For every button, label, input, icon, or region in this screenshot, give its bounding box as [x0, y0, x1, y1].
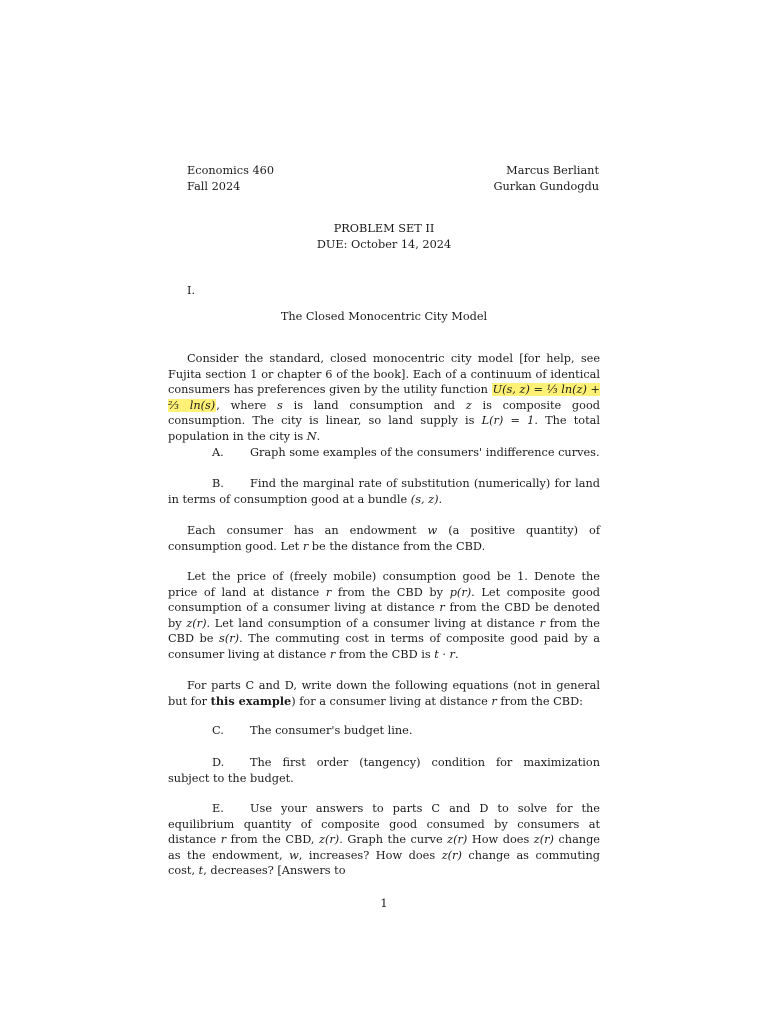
part-c: C. The consumer's budget line.	[212, 724, 413, 737]
paragraph-intro: Consider the standard, closed monocentric city model [for help, see Fujita section 1 or chapter 6 of the book]. Each of a continuum of identical consumers has preferences given by the utility function U(s, z) = ⅓ ln(z) + ⅔ ln(s), where s is land consumption and z is composite good consumption. The city is linear, so land supply is L(r) = 1. The total population in the city is N.	[168, 352, 601, 443]
paragraph-endowment: Each consumer has an endowment w (a positive quantity) of consumption good. Let r be the distance from the CBD.	[168, 524, 600, 553]
paragraph-parts-c-d: For parts C and D, write down the following equations (not in general but for this example) for a consumer living at distance r from the CBD:	[168, 679, 600, 708]
part-b-label: B.	[212, 477, 224, 490]
part-b: B. Find the marginal rate of substitution (numerically) for land in terms of consumption good at a bundle (s, z).	[168, 477, 600, 506]
part-e-label: E.	[212, 802, 224, 815]
term: Fall 2024	[187, 179, 241, 193]
part-a-label: A.	[212, 446, 224, 459]
section-number: I.	[187, 284, 196, 297]
paragraph-prices: Let the price of (freely mobile) consumption good be 1. Denote the price of land at distance r from the CBD by p(r). Let composite good consumption of a consumer living at distance r from the CBD be denoted by z(r). Let land consumption of a consumer living at distance r from the CBD be s(r). The commuting cost in terms of composite good paid by a consumer living at distance r from the CBD is t · r.	[168, 570, 600, 661]
course-name: Economics 460	[187, 164, 275, 177]
title-block	[0, 221, 768, 252]
utility-function: U(s, z) = ⅓ ln(z) + ⅔ ln(s)	[168, 383, 600, 412]
part-d-label: D.	[212, 756, 225, 769]
section-title: The Closed Monocentric City Model	[280, 310, 488, 323]
part-a: A. Graph some examples of the consumers' indifference curves.	[212, 446, 600, 459]
author-1: Marcus Berliant	[506, 164, 599, 177]
part-e: E. Use your answers to parts C and D to solve for the equilibrium quantity of composite good consumed by consumers at distance r from the CBD, z(r). Graph the curve z(r) How does z(r) change as the endowment, w, increases? How does z(r) change as commuting cost, t, decreases? [Answers to	[168, 802, 600, 878]
part-d: D. The first order (tangency) condition for maximization subject to the budget.	[168, 756, 600, 785]
header-left	[187, 163, 274, 194]
page-number: 1	[380, 897, 388, 910]
due-date: DUE: October 14, 2024	[316, 237, 452, 251]
author-2: Gurkan Gundogdu	[493, 179, 599, 193]
part-c-label: C.	[212, 724, 224, 737]
header-right	[494, 163, 600, 194]
problem-set-title: PROBLEM SET II	[333, 222, 435, 235]
